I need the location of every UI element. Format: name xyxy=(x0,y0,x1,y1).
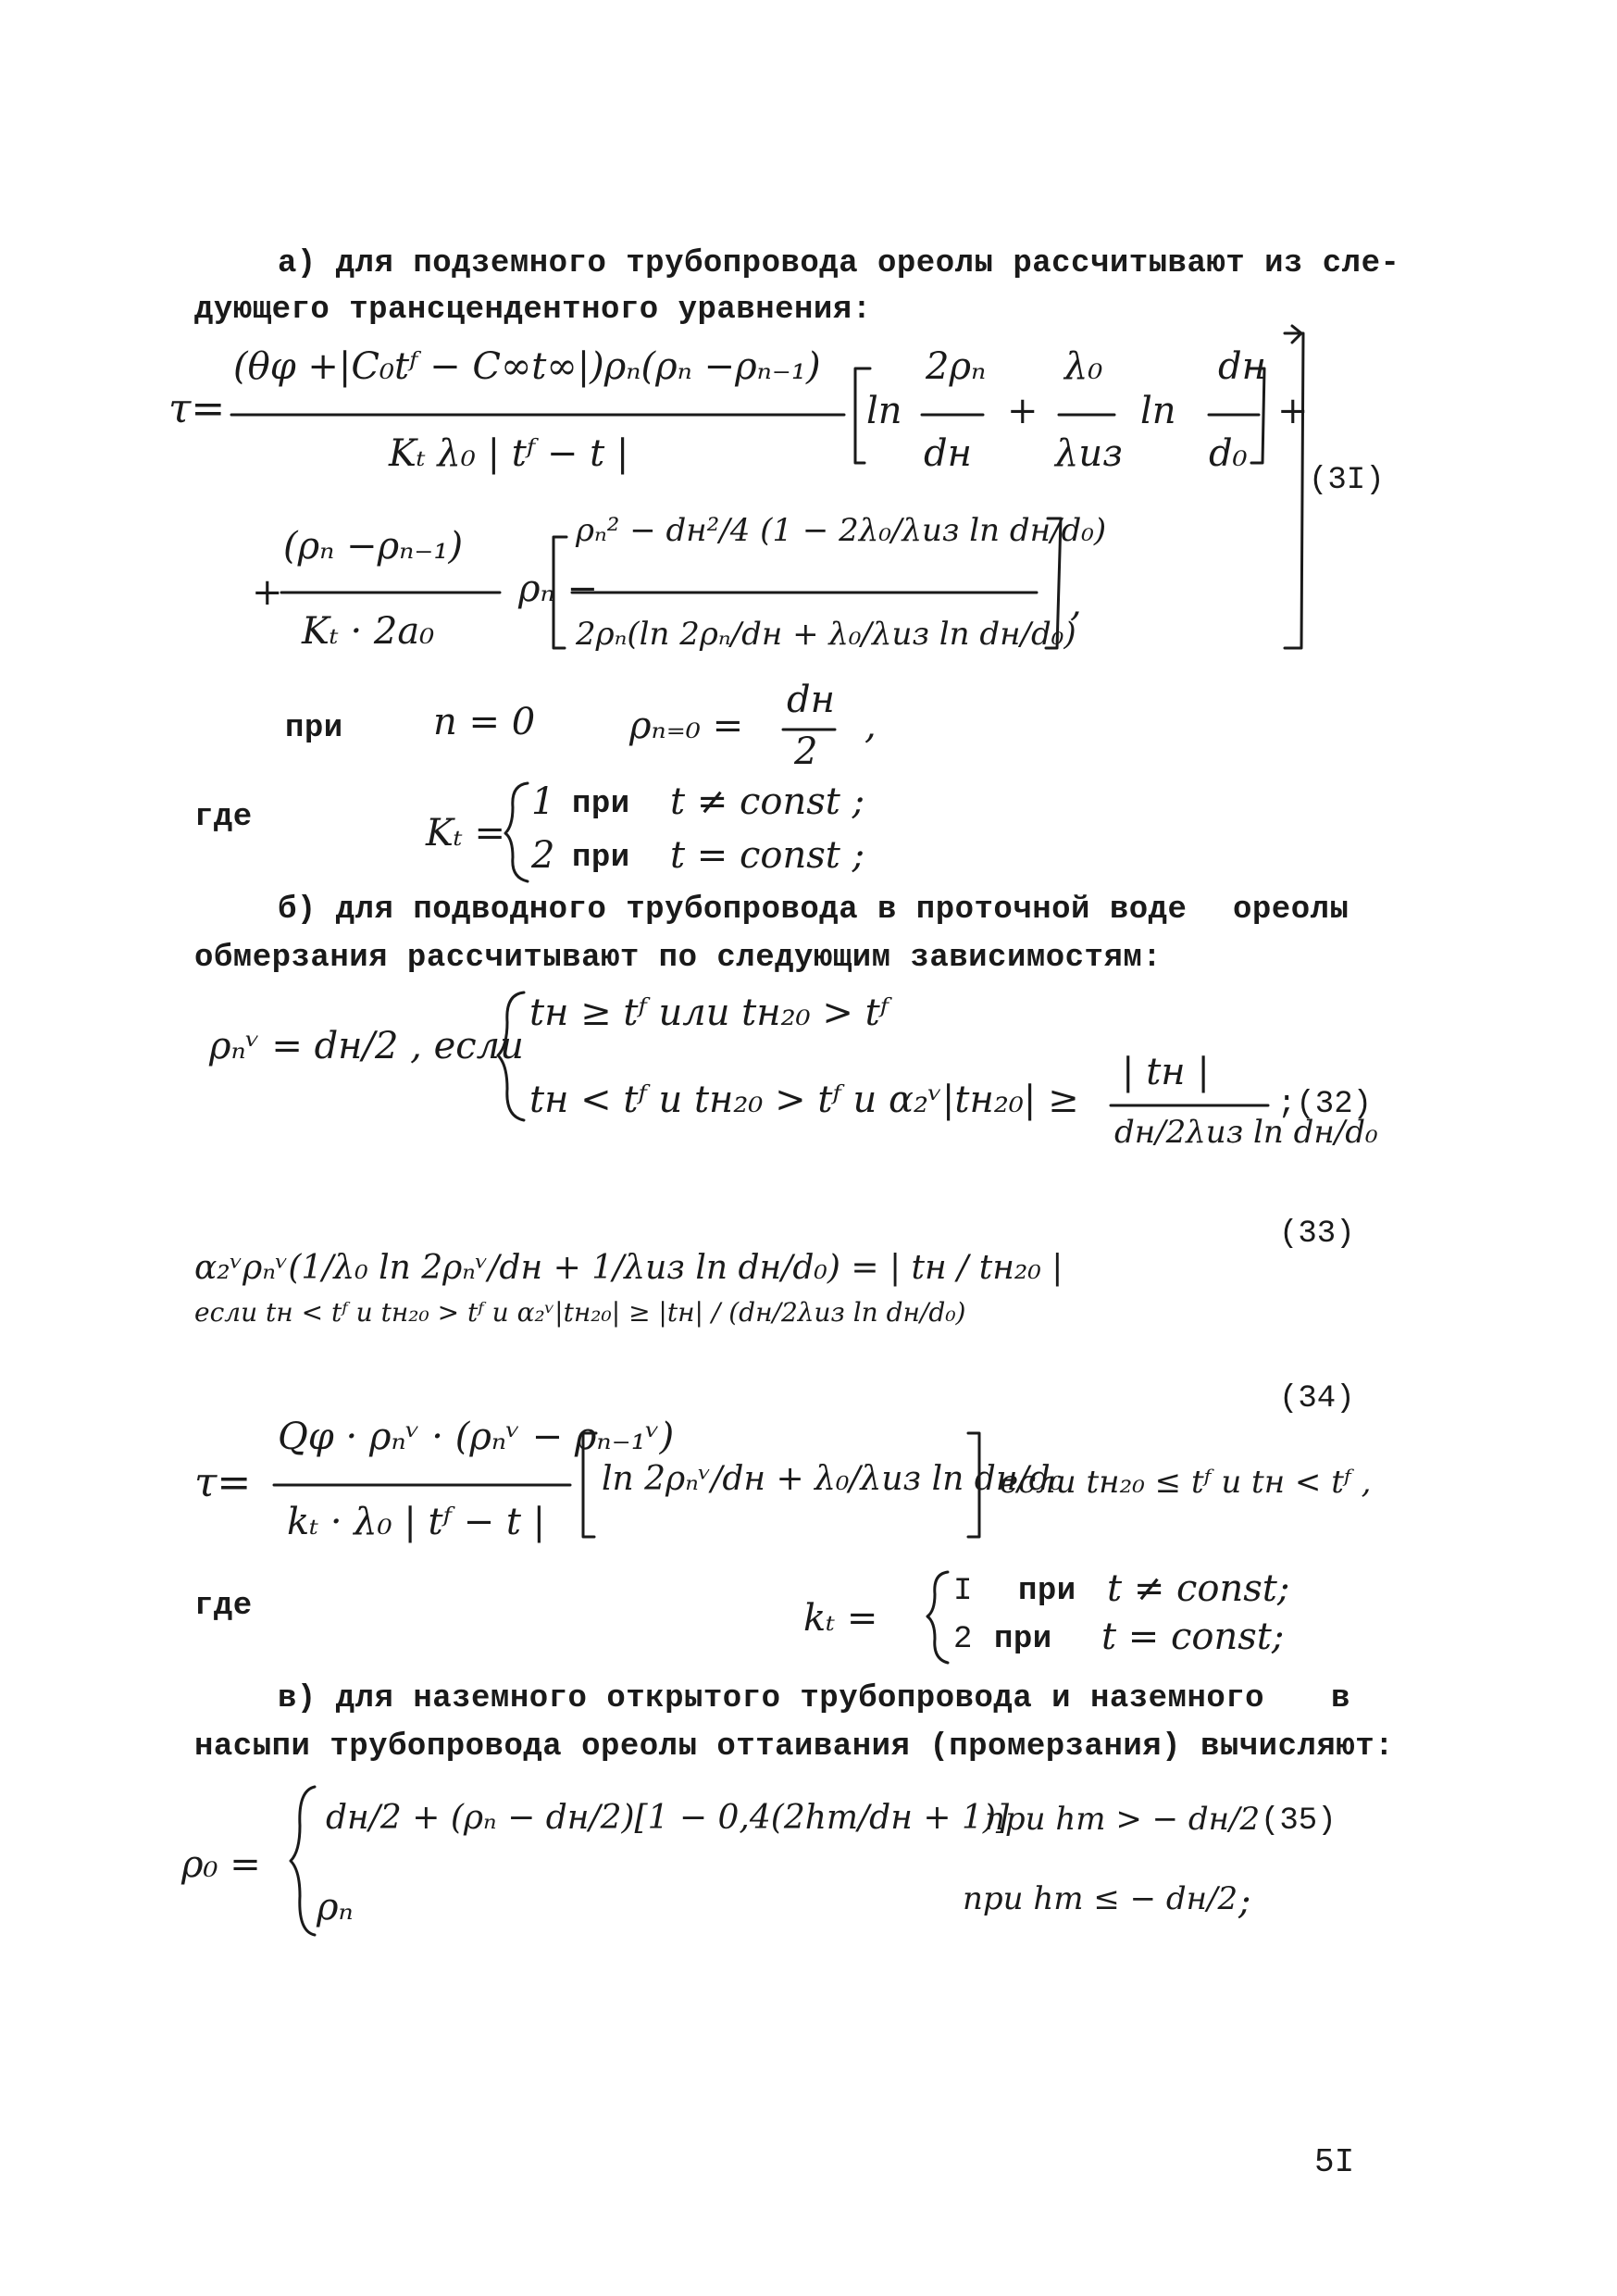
page-number: 5I xyxy=(1314,2143,1355,2181)
where1-case1-cond: t ≠ const ; xyxy=(670,780,865,823)
where1-case1-value: 1 xyxy=(531,780,555,823)
eq31-line1-numerator: (θφ +|C₀tᶠ − C∞t∞|)ρₙ(ρₙ −ρₙ₋₁) xyxy=(233,345,821,388)
where1-kt: Kₜ = xyxy=(426,812,505,855)
eq34-condition: если tн₂₀ ≤ tᶠ и tн < tᶠ , xyxy=(1000,1464,1372,1501)
eq34-denominator: kₜ · λ₀ | tᶠ − t | xyxy=(287,1501,546,1543)
eq34-number: (34) xyxy=(1279,1381,1355,1416)
eq34-bracket: ln 2ρₙᵛ/dн + λ₀/λиз ln dн/d₀ xyxy=(602,1460,1064,1498)
where2-kt: kₜ = xyxy=(803,1597,878,1640)
eq31-lhs: τ= xyxy=(168,385,226,432)
eq34-numerator: Qφ · ρₙᵛ · (ρₙᵛ − ρₙ₋₁ᵛ) xyxy=(278,1416,675,1458)
eq31-br-a-numerator: 2ρₙ xyxy=(926,345,987,388)
eq31-line1-denominator: Kₜ λ₀ | tᶠ − t | xyxy=(389,432,629,475)
eq34-lhs: τ= xyxy=(194,1459,252,1506)
cond-frac-numerator: dн xyxy=(787,679,835,721)
where2-case2-value: 2 xyxy=(953,1622,973,1657)
eq31-trailing-plus: + xyxy=(1277,390,1309,432)
eq35-number: (35) xyxy=(1261,1803,1337,1839)
eq31-br-c-denominator: d₀ xyxy=(1209,432,1248,475)
paragraph-c-line1a: в) для наземного открытого трубопровода и наземного xyxy=(278,1681,1265,1716)
eq35-case2-condition: при hт ≤ − dн/2 xyxy=(963,1880,1238,1917)
paragraph-a-line1: а) для подземного трубопровода ореолы рассчитывают из сле- xyxy=(278,246,1400,281)
where2-case1-pri: при xyxy=(1018,1574,1076,1609)
eq31-br-plus: + xyxy=(1007,390,1039,432)
cond-rho-n0: ρₙ₌₀ = xyxy=(629,705,744,747)
where1-case2-cond: t = const ; xyxy=(670,834,865,877)
eq31-line2-inner-numerator: ρₙ² − dн²/4 (1 − 2λ₀/λиз ln dн/d₀) xyxy=(576,512,1107,549)
eq31-br-a-denominator: dн xyxy=(924,432,972,475)
where2-case1-cond: t ≠ const; xyxy=(1107,1567,1290,1610)
paragraph-c-line2: насыпи трубопровода ореолы оттаивания (промерзания) вычисляют: xyxy=(194,1729,1395,1765)
eq32-frac-denominator: dн/2λиз ln dн/d₀ xyxy=(1114,1114,1378,1151)
eq31-br-ln2: ln xyxy=(1140,390,1176,432)
where2-case1-value: I xyxy=(953,1574,973,1609)
cond-frac-denominator: 2 xyxy=(794,730,818,773)
eq31-br-b-denominator: λиз xyxy=(1055,432,1123,475)
eq35-case1-condition: при hт > − dн/2 xyxy=(985,1801,1261,1838)
eq32-frac-numerator: | tн | xyxy=(1122,1051,1210,1093)
where1-case2-pri: при xyxy=(572,841,630,876)
where1-gde: где xyxy=(194,800,253,835)
paragraph-b-line1a: б) для подводного трубопровода в проточной воде xyxy=(278,892,1188,928)
eq33-expression: α₂ᵛρₙᵛ(1/λ₀ ln 2ρₙᵛ/dн + 1/λиз ln dн/d₀) = | tн / tн₂₀ | xyxy=(194,1249,1063,1287)
eq32-case2: tн < tᶠ и tн₂₀ > tᶠ и α₂ᵛ|tн₂₀| ≥ xyxy=(529,1079,1079,1121)
eq33-condition: если tн < tᶠ и tн₂₀ > tᶠ и α₂ᵛ|tн₂₀| ≥ |tн| / (dн/2λиз ln dн/d₀) xyxy=(194,1297,966,1328)
eq32-number: ;(32) xyxy=(1277,1087,1373,1122)
eq33-number: (33) xyxy=(1279,1217,1355,1252)
eq32-case1: tн ≥ tᶠ или tн₂₀ > tᶠ xyxy=(529,992,889,1034)
cond-comma: , xyxy=(864,705,877,747)
eq31-br-c-numerator: dн xyxy=(1218,345,1266,388)
eq31-br-b-numerator: λ₀ xyxy=(1064,345,1103,388)
where1-case2-value: 2 xyxy=(531,834,555,877)
eq32-lhs: ρₙᵛ = dн/2 , если xyxy=(209,1025,524,1067)
eq35-lhs: ρ₀ = xyxy=(181,1843,261,1886)
eq31-line2-denominator: Kₜ · 2a₀ xyxy=(302,610,435,653)
eq35-case1: dн/2 + (ρₙ − dн/2)[1 − 0,4(2hт/dн + 1)] xyxy=(326,1799,1009,1837)
where2-gde: где xyxy=(194,1589,253,1624)
paragraph-b-line2: обмерзания рассчитывают по следующим зависимостям: xyxy=(194,941,1163,976)
eq31-line2-plus: + xyxy=(252,571,283,614)
where2-case2-cond: t = const; xyxy=(1101,1616,1285,1658)
eq31-line2-comma: , xyxy=(1070,582,1082,625)
eq31-line2-rho: ρₙ − xyxy=(518,568,598,610)
eq31-br-ln1: ln xyxy=(866,390,902,432)
eq35-case2: ρₙ xyxy=(317,1886,354,1928)
paragraph-a-line2: дующего трансцендентного уравнения: xyxy=(194,293,872,328)
where1-case1-pri: при xyxy=(572,787,630,822)
eq31-number: (3I) xyxy=(1309,463,1385,498)
eq31-line2-inner-denominator: 2ρₙ(ln 2ρₙ/dн + λ₀/λиз ln dн/d₀) xyxy=(576,616,1076,653)
eq31-line2-numerator: (ρₙ −ρₙ₋₁) xyxy=(283,525,464,568)
eq35-semicolon: ; xyxy=(1238,1880,1251,1923)
cond-pri: при xyxy=(285,711,343,746)
paragraph-b-line1b: ореолы xyxy=(1233,892,1350,928)
paragraph-c-line1b: в xyxy=(1331,1681,1350,1716)
where2-case2-pri: при xyxy=(994,1622,1052,1657)
cond-n-equals-0: n = 0 xyxy=(433,701,536,743)
